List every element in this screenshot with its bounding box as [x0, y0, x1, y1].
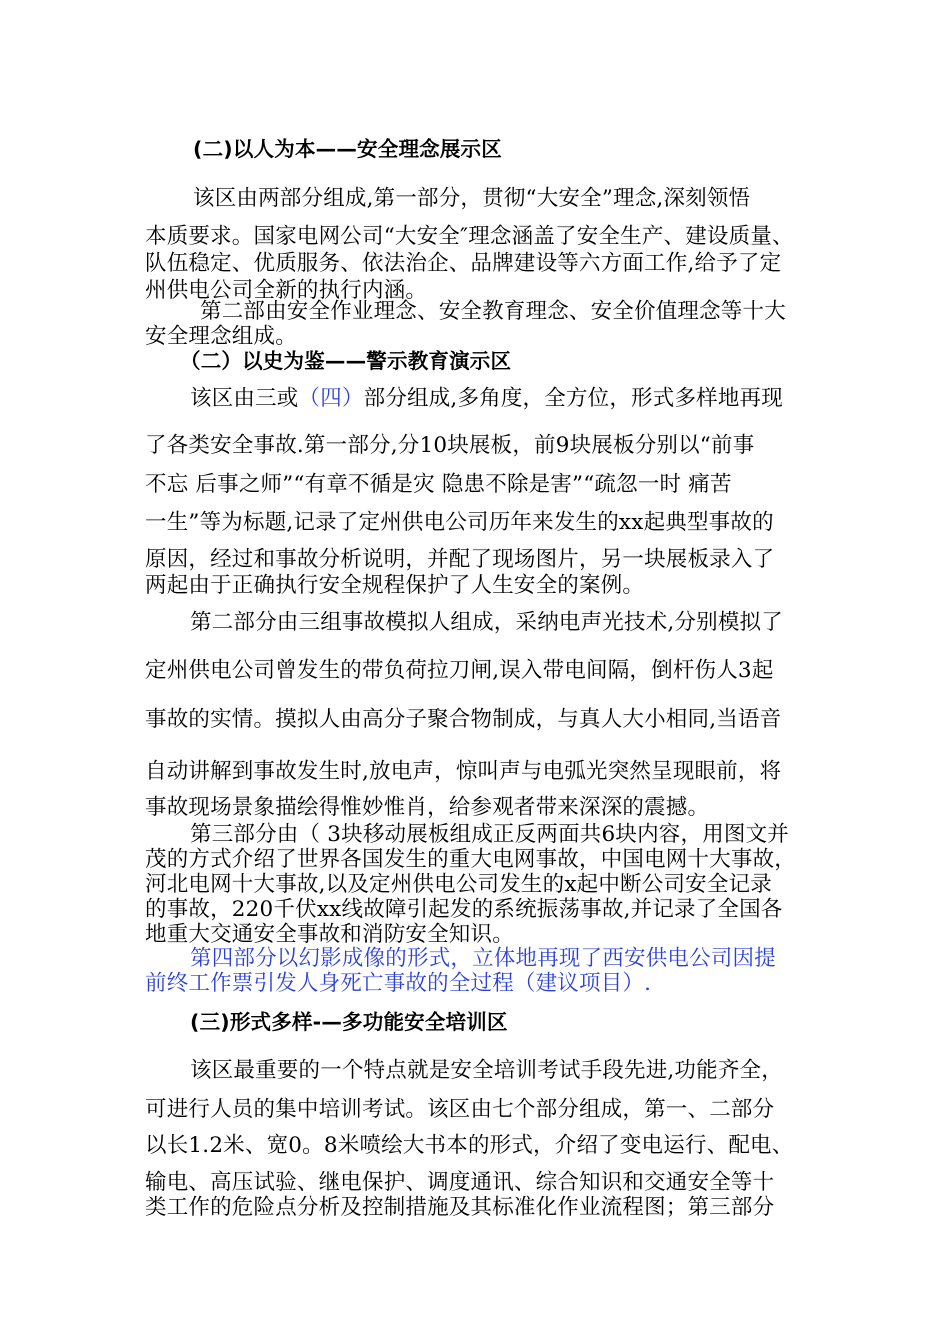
paragraph-line: 类工作的危险点分析及控制措施及其标准化作业流程图；第三部分 [145, 1195, 775, 1220]
paragraph-line: 事故的实情。摸拟人由高分子聚合物制成，与真人大小相同,当语音 [145, 707, 782, 732]
paragraph-line: 地重大交通安全事故和消防安全知识。 [145, 922, 514, 947]
paragraph-line: 茂的方式介绍了世界各国发生的重大电网事故，中国电网十大事故， [145, 847, 797, 872]
paragraph-line: 第三部分由（ 3块移动展板组成正反两面共6块内容，用图文并 [190, 822, 789, 847]
paragraph-line: 该区最重要的一个特点就是安全培训考试手段先进,功能齐全， [190, 1058, 783, 1083]
intro-text-start: 该区由三或 [190, 386, 299, 411]
paragraph-line: 事故现场景象描绘得惟妙惟肖，给参观者带来深深的震撼。 [145, 795, 710, 820]
paragraph-line: 第二部由安全作业理念、安全教育理念、安全价值理念等十大 [200, 299, 786, 324]
paragraph-line: 输电、高压试验、继电保护、调度通讯、综合知识和交通安全等十 [145, 1170, 775, 1195]
paragraph-line: 以长1.2米、宽0。8米喷绘大书本的形式，介绍了变电运行、配电、 [145, 1133, 794, 1158]
paragraph-line: 安全理念组成。 [145, 324, 297, 349]
paragraph-line: 第二部分由三组事故模拟人组成，采纳电声光技术,分别模拟了 [190, 610, 783, 635]
paragraph-line: 定州供电公司曾发生的带负荷拉刀闸,误入带电间隔，倒杆伤人3起 [145, 658, 774, 683]
section-heading-warning-education: （二）以史为鉴——警示教育演示区 [180, 349, 512, 373]
paragraph-line: 可进行人员的集中培训考试。该区由七个部分组成，第一、二部分 [145, 1097, 775, 1122]
paragraph-line: 队伍稳定、优质服务、依法治企、品牌建设等六方面工作,给予了定 [145, 251, 782, 276]
paragraph-line: 原因，经过和事故分析说明，并配了现场图片，另一块展板录入了 [145, 547, 775, 572]
highlighted-paragraph-line: 第四部分以幻影成像的形式，立体地再现了西安供电公司因提 [190, 946, 776, 971]
section-heading-safety-concept: (二)以人为本——安全理念展示区 [193, 137, 502, 161]
paragraph-line: 本质要求。国家电网公司“大安全″理念涵盖了安全生产、建设质量、 [145, 224, 794, 249]
paragraph-line: 州供电公司全新的执行内涵。 [145, 278, 428, 303]
paragraph-line: 一生”等为标题,记录了定州供电公司历年来发生的xx起典型事故的 [145, 510, 774, 535]
paragraph-line: 自动讲解到事故发生时,放电声，惊叫声与电弧光突然呈现眼前，将 [145, 759, 782, 784]
paragraph-line: 河北电网十大事故,以及定州供电公司发生的x起中断公司安全记录 [145, 872, 772, 897]
paragraph-intro-line [190, 384, 783, 414]
paragraph-line: 两起由于正确执行安全规程保护了人生安全的案例。 [145, 573, 645, 598]
section-heading-training-area: (三)形式多样-—多功能安全培训区 [190, 1010, 508, 1034]
intro-text-highlight: （四） [298, 386, 364, 411]
paragraph-line: 了各类安全事故.第一部分,分10块展板，前9块展板分别以“前事 [145, 433, 755, 458]
paragraph-line: 的事故，220千伏xx线故障引起发的系统振荡事故,并记录了全国各 [145, 897, 783, 922]
paragraph-line: 不忘 后事之师”“有章不循是灾 隐患不除是害”“疏忽一时 痛苦 [145, 472, 732, 497]
intro-text-end: 部分组成,多角度，全方位，形式多样地再现 [363, 386, 783, 411]
highlighted-paragraph-line: 前终工作票引发人身死亡事故的全过程（建议项目）. [145, 971, 652, 996]
paragraph-line: 该区由两部分组成,第一部分，贯彻“大安全”理念,深刻领悟 [193, 186, 751, 211]
